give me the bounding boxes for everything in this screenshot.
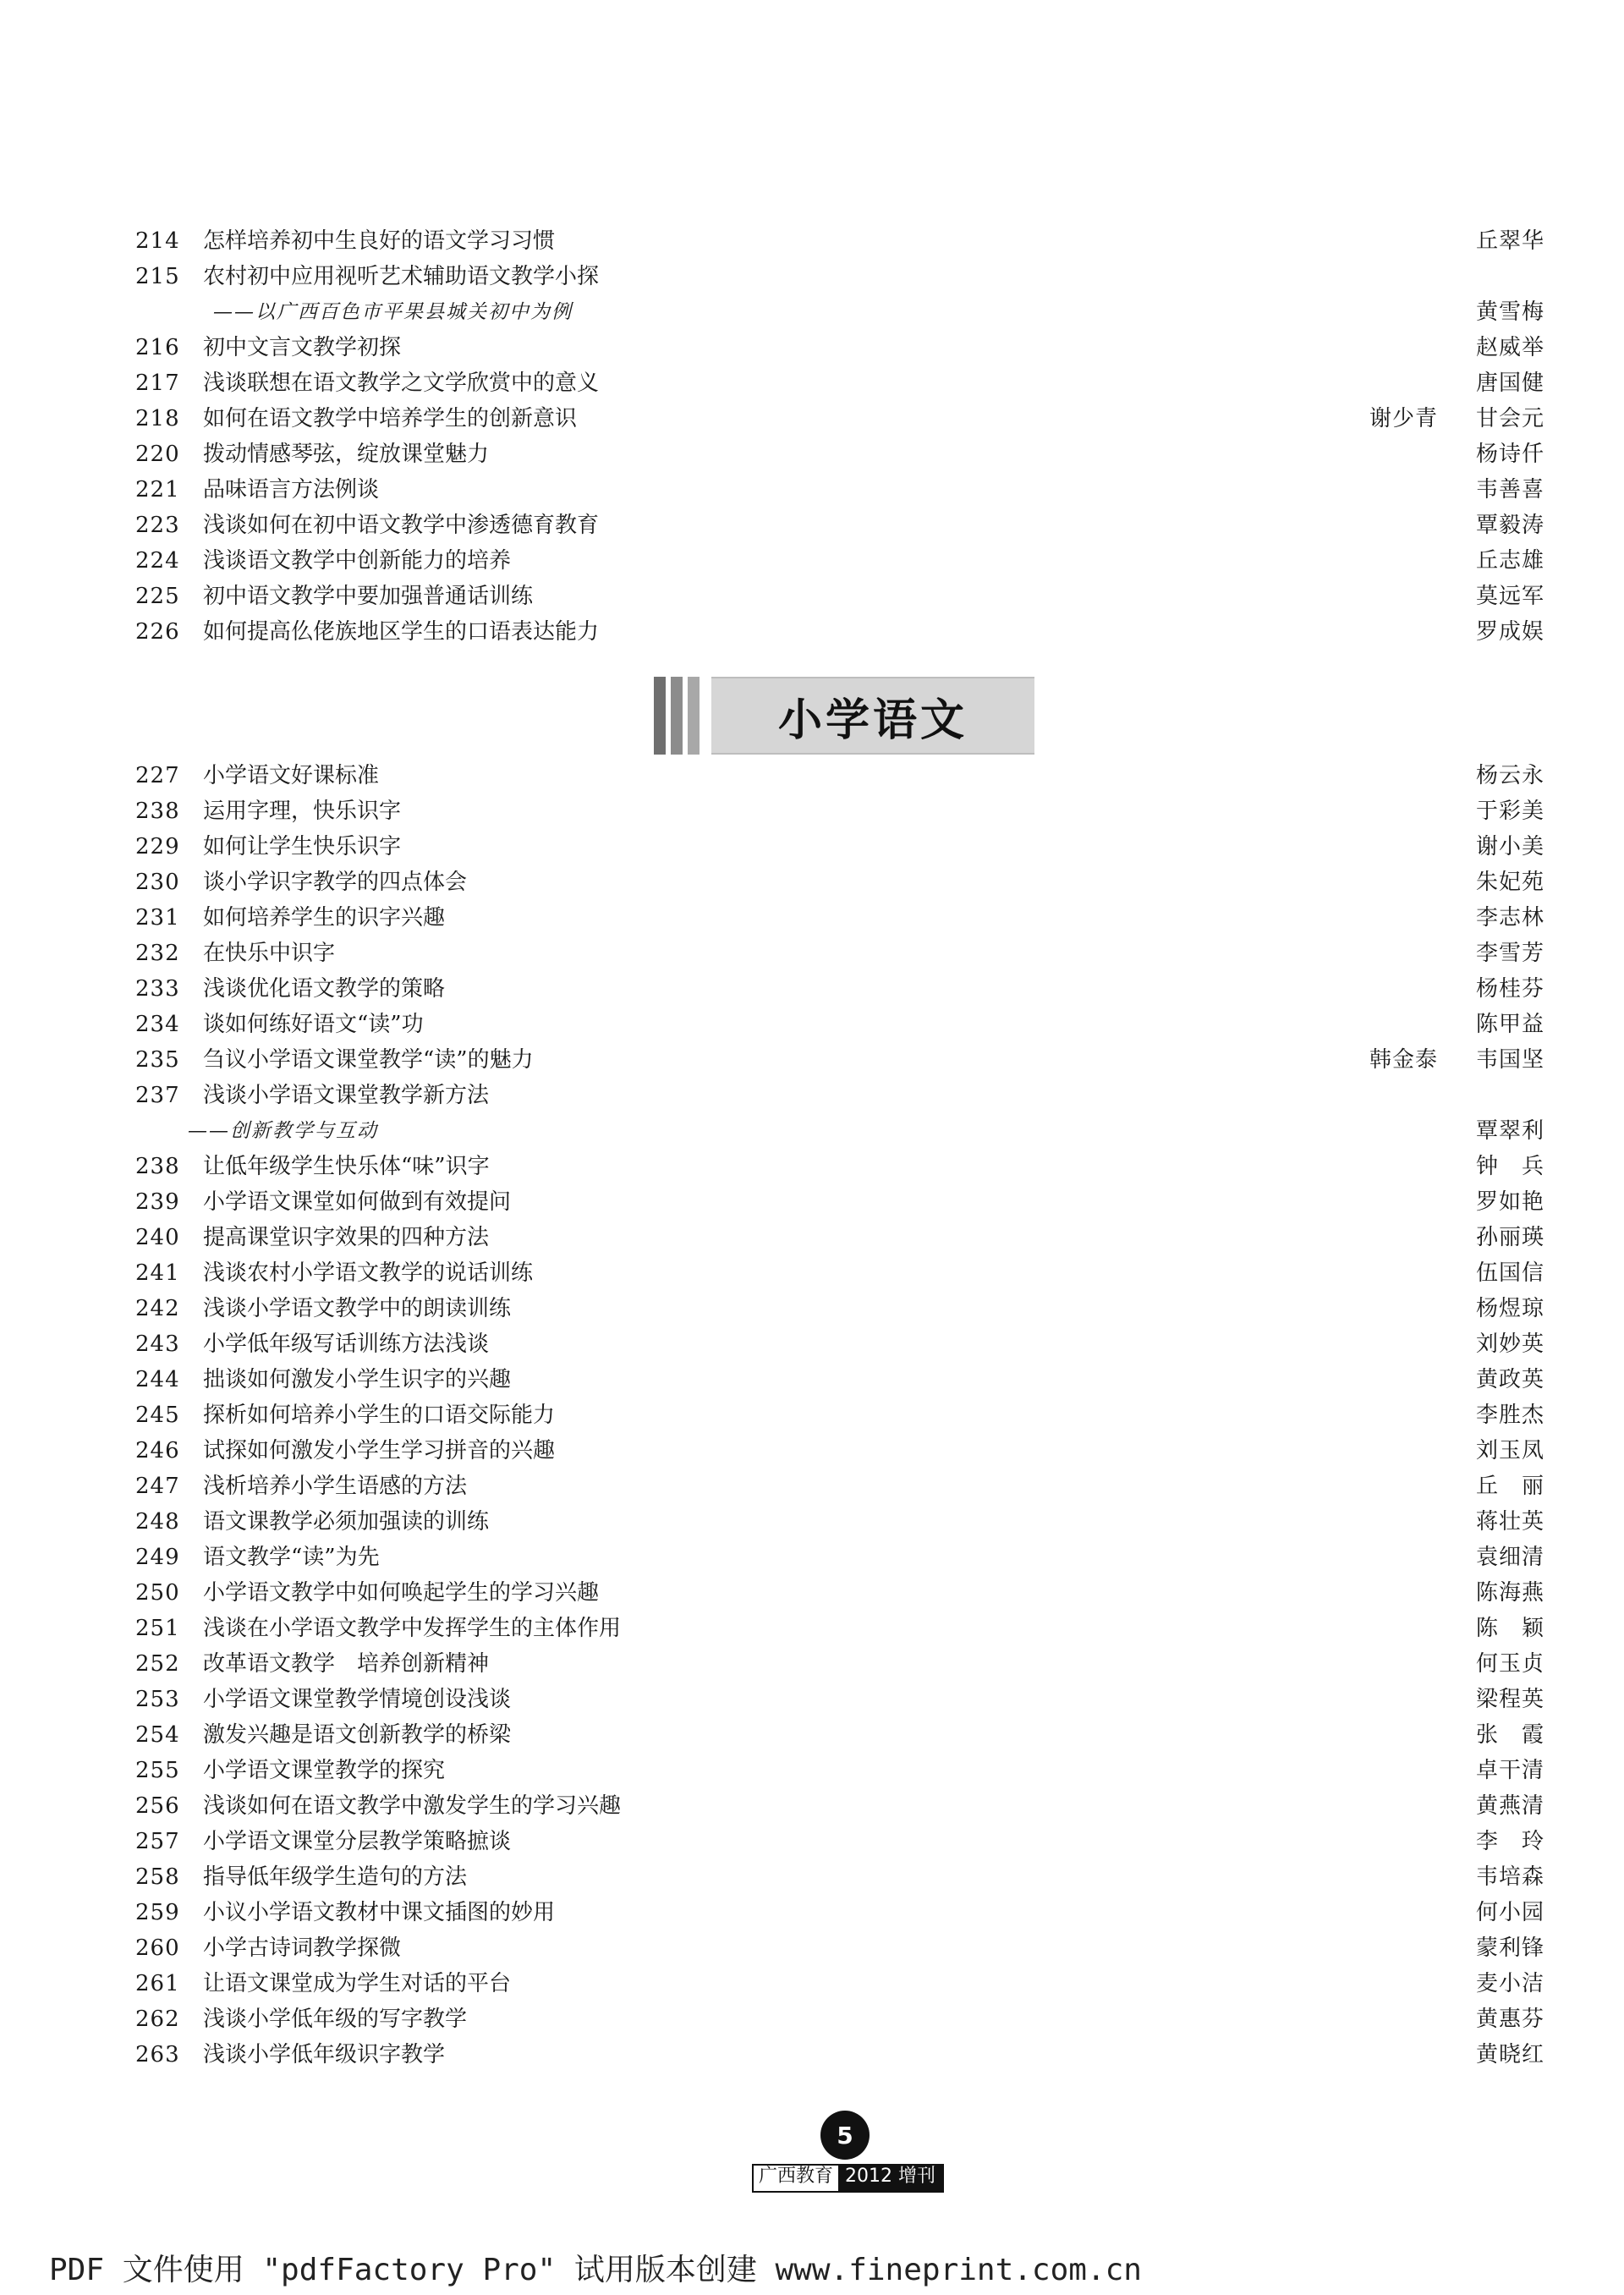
toc-entry [0,472,1624,508]
entry-page-number: 254 [135,1722,180,1748]
entry-page-number: 218 [135,406,180,431]
entry-author: 黄惠芬 [1475,2007,1544,2032]
toc-entry [0,900,1624,936]
entry-author: 唐国健 [1475,371,1544,396]
entry-author: 蒋壮英 [1475,1509,1544,1535]
entry-author: 甘会元 [1475,406,1544,431]
entry-page-number: 257 [135,1829,180,1854]
entry-title: 浅谈优化语文教学的策略 [203,976,446,1002]
entry-page-number: 255 [135,1758,180,1783]
entry-title: 激发兴趣是语文创新教学的桥梁 [203,1722,512,1748]
entry-page-number: 239 [135,1189,180,1215]
toc-entry [0,365,1624,401]
entry-title: 在快乐中识字 [203,941,336,966]
toc-entry [0,936,1624,971]
entry-subtitle: ——以广西百色市平果县城关初中为例 [213,301,573,323]
entry-page-number: 251 [135,1616,180,1641]
toc-entry [0,614,1624,650]
toc-entry [0,1007,1624,1042]
entry-title: 如何培养学生的识字兴趣 [203,905,446,931]
entry-author: 钟 兵 [1475,1154,1544,1179]
entry-author: 何小园 [1475,1900,1544,1925]
entry-title: 运用字理，快乐识字 [203,799,402,824]
entry-page-number: 260 [135,1935,180,1961]
toc-entry [0,1753,1624,1788]
entry-page-number: 250 [135,1580,180,1606]
entry-page-number: 224 [135,548,180,574]
entry-coauthor: 韩金泰 [1369,1047,1438,1073]
entry-page-number: 249 [135,1545,180,1570]
entry-title: 指导低年级学生造句的方法 [203,1864,468,1890]
entry-page-number: 231 [135,905,180,931]
entry-page-number: 221 [135,477,180,502]
entry-title: 试探如何激发小学生学习拼音的兴趣 [203,1438,556,1463]
entry-page-number: 262 [135,2007,180,2032]
entry-title: 如何让学生快乐识字 [203,834,402,859]
toc-entry [0,1717,1624,1753]
entry-page-number: 253 [135,1687,180,1712]
journal-label [752,2164,944,2193]
entry-page-number: 226 [135,619,180,645]
entry-page-number: 259 [135,1900,180,1925]
entry-page-number: 242 [135,1296,180,1321]
entry-page-number: 241 [135,1260,180,1286]
toc-entry [0,1824,1624,1859]
entry-author: 韦培森 [1475,1864,1544,1890]
toc-entry [0,1255,1624,1291]
entry-author: 朱妃苑 [1475,870,1544,895]
entry-author: 罗如艳 [1475,1189,1544,1215]
entry-author: 覃翠利 [1475,1118,1544,1144]
entry-title: 语文教学“读”为先 [203,1545,380,1570]
entry-page-number: 247 [135,1474,180,1499]
toc-entry [0,1540,1624,1575]
entry-title: 如何在语文教学中培养学生的创新意识 [203,406,578,431]
toc-entry [0,1433,1624,1469]
entry-title: 小学语文课堂如何做到有效提问 [203,1189,512,1215]
toc-entry [0,508,1624,543]
entry-page-number: 237 [135,1083,180,1108]
entry-author: 赵威举 [1475,335,1544,360]
entry-page-number: 243 [135,1331,180,1357]
section-title: 小学语文 [777,695,968,746]
toc-entry [0,829,1624,865]
toc-entry [0,1149,1624,1184]
entry-page-number: 256 [135,1793,180,1819]
section-heading-banner [654,677,1034,755]
toc-entry [0,1220,1624,1255]
entry-author: 莫远军 [1475,584,1544,609]
entry-title: 小学古诗词教学探微 [203,1935,402,1961]
entry-author: 袁细清 [1475,1545,1544,1570]
entry-title: 谈小学识字教学的四点体会 [203,870,468,895]
entry-author: 黄雪梅 [1475,299,1544,325]
entry-title: 浅谈语文教学中创新能力的培养 [203,548,512,574]
entry-author: 丘 丽 [1475,1474,1544,1499]
entry-page-number: 252 [135,1651,180,1677]
entry-page-number: 238 [135,1154,180,1179]
toc-entry [0,793,1624,829]
toc-entry [0,1895,1624,1930]
entry-page-number: 235 [135,1047,180,1073]
entry-title: 改革语文教学 培养创新精神 [203,1651,490,1677]
entry-author: 麦小洁 [1475,1971,1544,1996]
toc-entry [0,1966,1624,2001]
entry-author: 李雪芳 [1475,941,1544,966]
toc-entry [0,758,1624,793]
entry-title: 初中文言文教学初探 [203,335,402,360]
entry-page-number: 240 [135,1225,180,1250]
entry-title: 浅谈在小学语文教学中发挥学生的主体作用 [203,1616,622,1641]
entry-author: 何玉贞 [1475,1651,1544,1677]
entry-title: 农村初中应用视听艺术辅助语文教学小探 [203,264,600,289]
toc-entry [0,2037,1624,2073]
entry-author: 李志林 [1475,905,1544,931]
entry-author: 李 玲 [1475,1829,1544,1854]
entry-title: 小学语文课堂教学的探究 [203,1758,446,1783]
entry-author: 卓干清 [1475,1758,1544,1783]
entry-page-number: 227 [135,763,180,788]
entry-page-number: 216 [135,335,180,360]
entry-page-number: 232 [135,941,180,966]
entry-author: 于彩美 [1475,799,1544,824]
entry-author: 丘志雄 [1475,548,1544,574]
toc-entry [0,971,1624,1007]
entry-author: 孙丽瑛 [1475,1225,1544,1250]
entry-author: 覃毅涛 [1475,513,1544,538]
toc-entry [0,1362,1624,1397]
entry-page-number: 234 [135,1012,180,1037]
banner-box [711,677,1034,755]
toc-entry [0,1611,1624,1646]
entry-page-number: 215 [135,264,180,289]
pdf-watermark: PDF 文件使用 "pdfFactory Pro" 试用版本创建 www.fineprint.com.cn [49,2253,1142,2287]
toc-entry-continuation [0,294,1624,330]
page-number: 5 [837,2121,853,2150]
toc-entry [0,865,1624,900]
entry-title: 浅谈小学语文课堂教学新方法 [203,1083,490,1108]
banner-stripes-decoration [654,677,711,755]
toc-entry [0,1575,1624,1611]
toc-entry [0,1078,1624,1113]
entry-title: 谈如何练好语文“读”功 [203,1012,424,1037]
entry-title: 浅谈小学低年级识字教学 [203,2042,446,2067]
entry-author: 韦国坚 [1475,1047,1544,1073]
toc-entry [0,259,1624,294]
entry-title: 浅谈如何在初中语文教学中渗透德育教育 [203,513,600,538]
entry-title: 浅谈小学低年级的写字教学 [203,2007,468,2032]
entry-title: 语文课教学必须加强读的训练 [203,1509,490,1535]
entry-author: 韦善喜 [1475,477,1544,502]
entry-author: 杨桂芬 [1475,976,1544,1002]
toc-entry [0,1682,1624,1717]
entry-title: 浅谈如何在语文教学中激发学生的学习兴趣 [203,1793,622,1819]
toc-entry [0,223,1624,259]
entry-title: 浅谈农村小学语文教学的说话训练 [203,1260,534,1286]
toc-entry [0,543,1624,579]
entry-page-number: 261 [135,1971,180,1996]
entry-title: 探析如何培养小学生的口语交际能力 [203,1403,556,1428]
entry-page-number: 229 [135,834,180,859]
entry-author: 刘玉凤 [1475,1438,1544,1463]
entry-title: 初中语文教学中要加强普通话训练 [203,584,534,609]
entry-author: 刘妙英 [1475,1331,1544,1357]
entry-author: 陈海燕 [1475,1580,1544,1606]
entry-author: 梁程英 [1475,1687,1544,1712]
entry-author: 谢小美 [1475,834,1544,859]
entry-page-number: 220 [135,442,180,467]
toc-entry [0,1930,1624,1966]
entry-subtitle: ——创新教学与互动 [188,1120,378,1142]
entry-title: 小学语文课堂分层教学策略摭谈 [203,1829,512,1854]
entry-author: 杨云永 [1475,763,1544,788]
toc-entry [0,1788,1624,1824]
toc-entry [0,1859,1624,1895]
entry-page-number: 238 [135,799,180,824]
entry-title: 拙谈如何激发小学生识字的兴趣 [203,1367,512,1392]
entry-author: 丘翠华 [1475,228,1544,254]
entry-author: 杨诗仟 [1475,442,1544,467]
entry-page-number: 244 [135,1367,180,1392]
entry-title: 让语文课堂成为学生对话的平台 [203,1971,512,1996]
entry-page-number: 214 [135,228,180,254]
entry-author: 蒙利锋 [1475,1935,1544,1961]
entry-page-number: 230 [135,870,180,895]
entry-title: 如何提高仫佬族地区学生的口语表达能力 [203,619,600,645]
toc-entry [0,1042,1624,1078]
entry-author: 伍国信 [1475,1260,1544,1286]
entry-title: 小学低年级写话训练方法浅谈 [203,1331,490,1357]
toc-entry [0,1291,1624,1326]
toc-entry [0,401,1624,436]
entry-author: 罗成娱 [1475,619,1544,645]
entry-title: 怎样培养初中生良好的语文学习习惯 [203,228,556,254]
entry-page-number: 233 [135,976,180,1002]
journal-issue: 2012 增刊 [838,2166,942,2191]
toc-entry [0,1326,1624,1362]
toc-entry [0,1504,1624,1540]
entry-author: 李胜杰 [1475,1403,1544,1428]
entry-title: 提高课堂识字效果的四种方法 [203,1225,490,1250]
entry-title: 小议小学语文教材中课文插图的妙用 [203,1900,556,1925]
entry-title: 浅析培养小学生语感的方法 [203,1474,468,1499]
journal-name: 广西教育 [754,2166,838,2191]
toc-entry [0,1397,1624,1433]
entry-title: 小学语文教学中如何唤起学生的学习兴趣 [203,1580,600,1606]
entry-page-number: 258 [135,1864,180,1890]
entry-title: 刍议小学语文课堂教学“读”的魅力 [203,1047,534,1073]
entry-page-number: 248 [135,1509,180,1535]
toc-entry-continuation [0,1113,1624,1149]
toc-entry [0,579,1624,614]
entry-title: 拨动情感琴弦，绽放课堂魅力 [203,442,490,467]
entry-title: 浅谈联想在语文教学之文学欣赏中的意义 [203,371,600,396]
entry-page-number: 246 [135,1438,180,1463]
toc-entry [0,436,1624,472]
entry-page-number: 217 [135,371,180,396]
toc-entry [0,1184,1624,1220]
entry-title: 小学语文课堂教学情境创设浅谈 [203,1687,512,1712]
entry-author: 陈甲益 [1475,1012,1544,1037]
entry-title: 让低年级学生快乐体“味”识字 [203,1154,490,1179]
entry-author: 黄燕清 [1475,1793,1544,1819]
entry-coauthor: 谢少青 [1369,406,1438,431]
toc-entry [0,1469,1624,1504]
toc-entry [0,1646,1624,1682]
entry-title: 小学语文好课标准 [203,763,380,788]
entry-author: 杨煜琼 [1475,1296,1544,1321]
entry-author: 黄政英 [1475,1367,1544,1392]
entry-title: 浅谈小学语文教学中的朗读训练 [203,1296,512,1321]
entry-page-number: 245 [135,1403,180,1428]
entry-author: 陈 颖 [1475,1616,1544,1641]
entry-page-number: 263 [135,2042,180,2067]
page-number-badge [820,2111,870,2160]
toc-entry [0,2001,1624,2037]
entry-page-number: 225 [135,584,180,609]
entry-author: 张 霞 [1475,1722,1544,1748]
entry-author: 黄晓红 [1475,2042,1544,2067]
toc-entry [0,330,1624,365]
entry-title: 品味语言方法例谈 [203,477,380,502]
entry-page-number: 223 [135,513,180,538]
